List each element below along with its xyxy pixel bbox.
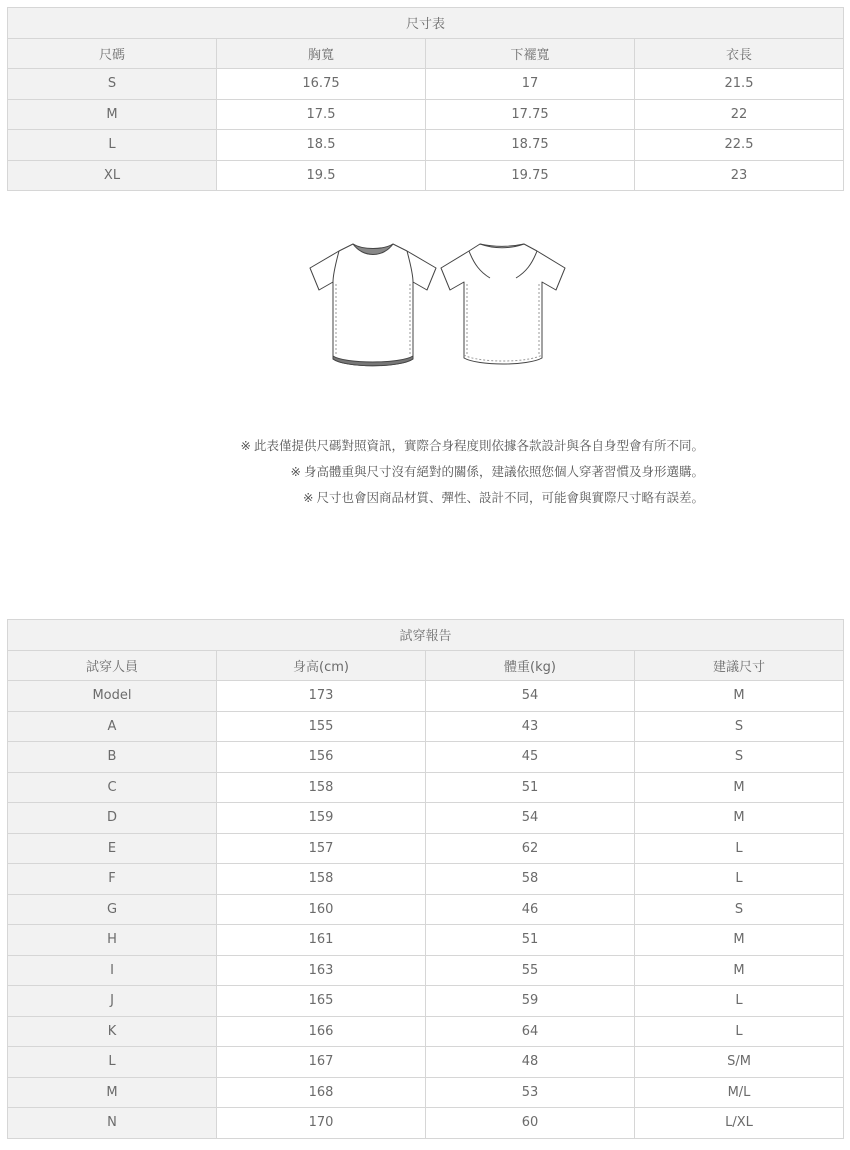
table-cell: M/L	[635, 1077, 844, 1108]
table-cell: 54	[426, 803, 635, 834]
fit-report-table	[7, 619, 844, 1139]
table-cell: XL	[8, 160, 217, 191]
table-cell: 62	[426, 833, 635, 864]
table-cell: 55	[426, 955, 635, 986]
table-cell: 156	[217, 742, 426, 773]
table-cell: 22.5	[635, 130, 844, 161]
table-row	[8, 864, 844, 895]
table-cell: N	[8, 1108, 217, 1139]
table-cell: 18.75	[426, 130, 635, 161]
table-cell: M	[8, 99, 217, 130]
table-cell: F	[8, 864, 217, 895]
table-cell: M	[635, 925, 844, 956]
note-mark: ※	[290, 464, 301, 479]
size-table	[7, 7, 844, 191]
height-header: 身高(cm)	[217, 650, 426, 681]
table-row	[8, 986, 844, 1017]
table-cell: 53	[426, 1077, 635, 1108]
table-cell: 22	[635, 99, 844, 130]
tester-header: 試穿人員	[8, 650, 217, 681]
table-cell: 157	[217, 833, 426, 864]
table-cell: L	[8, 130, 217, 161]
table-cell: M	[635, 803, 844, 834]
table-cell: 166	[217, 1016, 426, 1047]
table-row	[8, 160, 844, 191]
table-row	[8, 99, 844, 130]
table-cell: S	[635, 711, 844, 742]
size-table-title: 尺寸表	[8, 8, 844, 39]
table-row	[8, 130, 844, 161]
table-cell: L	[635, 986, 844, 1017]
table-cell: 45	[426, 742, 635, 773]
table-cell: 158	[217, 772, 426, 803]
table-cell: 170	[217, 1108, 426, 1139]
table-cell: I	[8, 955, 217, 986]
table-cell: 18.5	[217, 130, 426, 161]
table-cell: 165	[217, 986, 426, 1017]
table-cell: 43	[426, 711, 635, 742]
table-row	[8, 69, 844, 100]
chest-width-header: 胸寬	[217, 38, 426, 69]
table-cell: 173	[217, 681, 426, 712]
table-cell: K	[8, 1016, 217, 1047]
table-row	[8, 894, 844, 925]
table-cell: 168	[217, 1077, 426, 1108]
table-cell: M	[8, 1077, 217, 1108]
table-row	[8, 1108, 844, 1139]
table-cell: M	[635, 955, 844, 986]
size-table-header-row	[8, 38, 844, 69]
table-cell: 17.5	[217, 99, 426, 130]
fit-table-header-row	[8, 650, 844, 681]
table-cell: L	[635, 864, 844, 895]
table-cell: C	[8, 772, 217, 803]
note-line: ※ 尺寸也會因商品材質、彈性、設計不同，可能會與實際尺寸略有誤差。	[303, 490, 704, 505]
suggested-size-header: 建議尺寸	[635, 650, 844, 681]
table-row	[8, 711, 844, 742]
tshirt-illustration	[305, 238, 570, 373]
table-cell: A	[8, 711, 217, 742]
table-cell: 155	[217, 711, 426, 742]
table-cell: Model	[8, 681, 217, 712]
table-cell: 58	[426, 864, 635, 895]
table-cell: 159	[217, 803, 426, 834]
table-cell: E	[8, 833, 217, 864]
table-cell: L/XL	[635, 1108, 844, 1139]
table-cell: 23	[635, 160, 844, 191]
size-table-body	[8, 69, 844, 191]
table-row	[8, 1016, 844, 1047]
table-cell: G	[8, 894, 217, 925]
length-header: 衣長	[635, 38, 844, 69]
table-cell: 19.5	[217, 160, 426, 191]
table-cell: L	[8, 1047, 217, 1078]
table-row	[8, 681, 844, 712]
table-row	[8, 742, 844, 773]
table-cell: 51	[426, 925, 635, 956]
table-cell: J	[8, 986, 217, 1017]
table-row	[8, 833, 844, 864]
table-cell: M	[635, 681, 844, 712]
table-cell: S/M	[635, 1047, 844, 1078]
note-mark: ※	[303, 490, 314, 505]
table-cell: 17	[426, 69, 635, 100]
table-cell: 21.5	[635, 69, 844, 100]
table-cell: 46	[426, 894, 635, 925]
table-cell: 54	[426, 681, 635, 712]
table-cell: 51	[426, 772, 635, 803]
note-mark: ※	[240, 438, 251, 453]
table-cell: D	[8, 803, 217, 834]
table-row	[8, 955, 844, 986]
table-row	[8, 1077, 844, 1108]
table-cell: L	[635, 833, 844, 864]
weight-header: 體重(kg)	[426, 650, 635, 681]
table-cell: S	[635, 742, 844, 773]
table-cell: S	[8, 69, 217, 100]
table-cell: 64	[426, 1016, 635, 1047]
table-cell: L	[635, 1016, 844, 1047]
table-row	[8, 772, 844, 803]
table-cell: 167	[217, 1047, 426, 1078]
table-row	[8, 1047, 844, 1078]
note-line: ※ 此表僅提供尺碼對照資訊，實際合身程度則依據各款設計與各自身型會有所不同。	[240, 438, 704, 453]
table-cell: 60	[426, 1108, 635, 1139]
table-cell: 19.75	[426, 160, 635, 191]
table-cell: 161	[217, 925, 426, 956]
size-header: 尺碼	[8, 38, 217, 69]
table-cell: M	[635, 772, 844, 803]
table-cell: 16.75	[217, 69, 426, 100]
fit-table-title: 試穿報告	[8, 620, 844, 651]
table-cell: 17.75	[426, 99, 635, 130]
table-cell: H	[8, 925, 217, 956]
hem-width-header: 下襬寬	[426, 38, 635, 69]
table-cell: 158	[217, 864, 426, 895]
table-cell: 59	[426, 986, 635, 1017]
table-cell: 160	[217, 894, 426, 925]
fit-table-body	[8, 681, 844, 1139]
table-cell: B	[8, 742, 217, 773]
table-cell: 163	[217, 955, 426, 986]
table-cell: S	[635, 894, 844, 925]
table-row	[8, 803, 844, 834]
tshirt-front-icon	[310, 244, 436, 366]
table-cell: 48	[426, 1047, 635, 1078]
note-line: ※ 身高體重與尺寸沒有絕對的關係，建議依照您個人穿著習慣及身形選購。	[290, 464, 704, 479]
tshirt-back-icon	[441, 244, 565, 364]
table-row	[8, 925, 844, 956]
